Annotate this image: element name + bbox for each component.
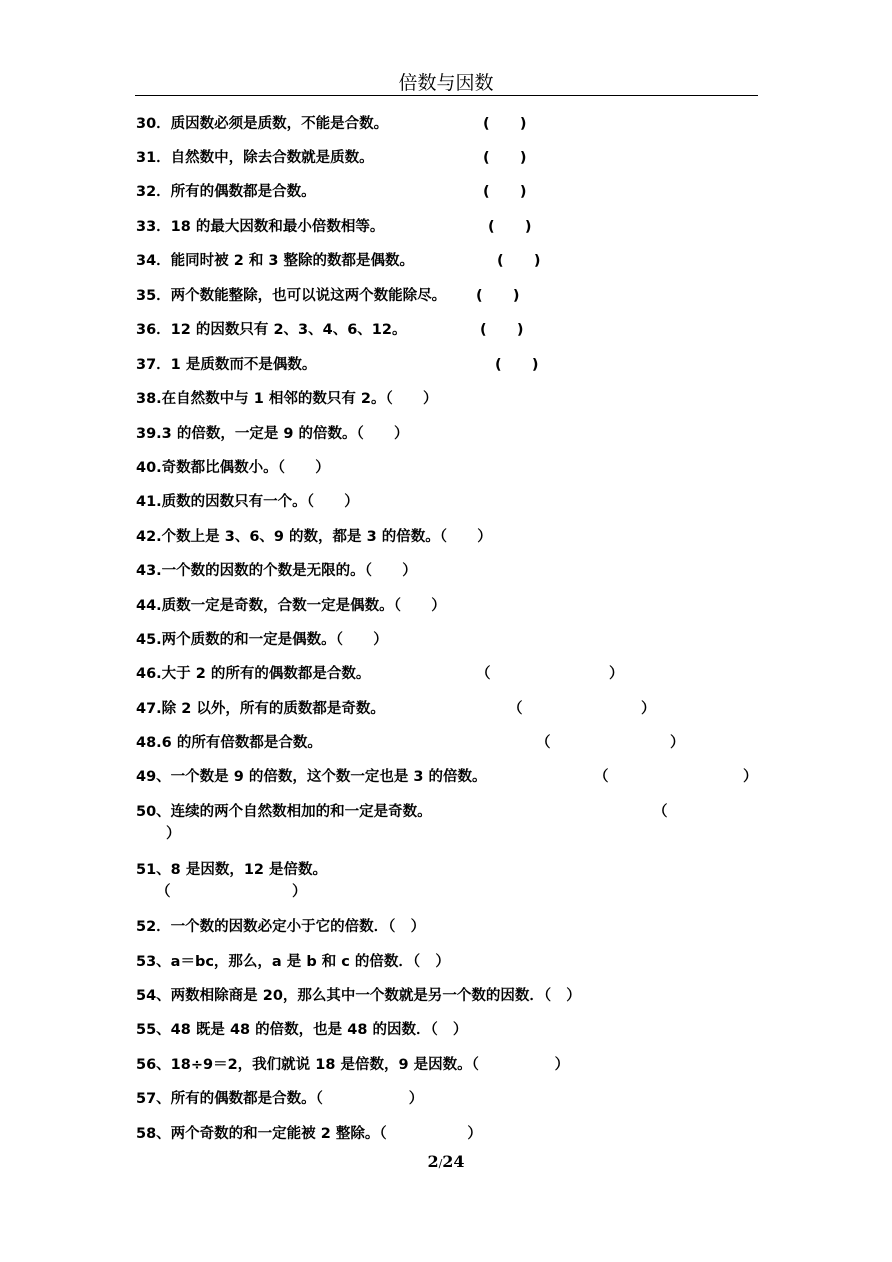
answer-paren-open: （ — [536, 735, 551, 751]
answer-paren: ( ) — [483, 116, 527, 132]
question-text: 40.奇数都比偶数小。 — [136, 460, 278, 476]
answer-paren-open: （ — [653, 804, 668, 820]
question-text: 42.个数上是 3、6、9 的数，都是 3 的倍数。 — [136, 529, 440, 545]
question-41 — [136, 492, 359, 512]
question-text: 52．一个数的因数必定小于它的倍数．（ ） — [136, 919, 426, 935]
answer-paren: ( ) — [497, 253, 541, 269]
question-33 — [136, 217, 532, 237]
answer-paren: ( ) — [488, 219, 532, 235]
question-51 — [136, 860, 327, 880]
question-35 — [136, 286, 520, 306]
question-text: 35．两个数能整除，也可以说这两个数能除尽。 — [136, 288, 447, 304]
question-37 — [136, 355, 539, 375]
answer-paren: ( ) — [483, 184, 527, 200]
answer-paren-open: （ — [594, 769, 609, 785]
question-text: 51、8 是因数，12 是倍数。 — [136, 862, 328, 878]
header-rule — [135, 95, 758, 96]
answer-paren-close: ） — [292, 884, 307, 900]
question-text: 49、一个数是 9 的倍数，这个数一定也是 3 的倍数。 — [136, 769, 487, 785]
question-text: 58、两个奇数的和一定能被 2 整除。（ ） — [136, 1126, 482, 1142]
question-48 — [136, 733, 322, 753]
question-text: 34．能同时被 2 和 3 整除的数都是偶数。 — [136, 253, 415, 269]
question-36 — [136, 320, 524, 340]
question-text: 41.质数的因数只有一个。 — [136, 494, 307, 510]
question-text: 31．自然数中，除去合数就是质数。 — [136, 150, 374, 166]
question-text: 43.一个数的因数的个数是无限的。 — [136, 563, 365, 579]
question-39 — [136, 424, 409, 444]
answer-paren: （ ） — [439, 529, 492, 545]
answer-paren: ( ) — [476, 288, 520, 304]
question-54 — [136, 986, 581, 1006]
answer-paren: ( ) — [480, 322, 524, 338]
question-30 — [136, 114, 527, 134]
answer-paren: （ ） — [306, 494, 359, 510]
question-56 — [136, 1055, 569, 1075]
answer-paren-open: （ — [156, 884, 171, 900]
question-58 — [136, 1124, 482, 1144]
question-text: 57、所有的偶数都是合数。（ ） — [136, 1091, 424, 1107]
answer-paren-close: ） — [641, 701, 656, 717]
question-34 — [136, 251, 541, 271]
question-text: 45.两个质数的和一定是偶数。 — [136, 632, 336, 648]
question-text: 37．1 是质数而不是偶数。 — [136, 357, 317, 373]
question-text: 36．12 的因数只有 2、3、4、6、12。 — [136, 322, 407, 338]
answer-paren-close: ） — [166, 826, 181, 842]
answer-paren-open: （ — [508, 701, 523, 717]
question-38 — [136, 389, 438, 409]
question-50 — [136, 802, 432, 822]
page-title: 倍数与因数 — [398, 72, 494, 94]
question-text: 33．18 的最大因数和最小倍数相等。 — [136, 219, 385, 235]
question-49 — [136, 767, 487, 787]
question-text: 50、连续的两个自然数相加的和一定是奇数。 — [136, 804, 432, 820]
question-53 — [136, 952, 450, 972]
page-number — [0, 1152, 892, 1171]
question-text: 46.大于 2 的所有的偶数都是合数。 — [136, 666, 371, 682]
answer-paren: （ ） — [335, 632, 388, 648]
question-31 — [136, 148, 527, 168]
question-text: 54、两数相除商是 20，那么其中一个数就是另一个数的因数．（ ） — [136, 988, 581, 1004]
answer-paren-close: ） — [609, 666, 624, 682]
question-text: 48.6 的所有倍数都是合数。 — [136, 735, 322, 751]
question-46 — [136, 664, 370, 684]
question-32 — [136, 182, 527, 202]
question-52 — [136, 917, 425, 937]
question-57 — [136, 1089, 423, 1109]
answer-paren: （ ） — [385, 391, 438, 407]
question-text: 53、a＝bc，那么，a 是 b 和 c 的倍数．（ ） — [136, 954, 450, 970]
question-text: 39.3 的倍数，一定是 9 的倍数。 — [136, 426, 357, 442]
question-text: 32．所有的偶数都是合数。 — [136, 184, 316, 200]
question-text: 55、48 既是 48 的倍数，也是 48 的因数．（ ） — [136, 1022, 468, 1038]
answer-paren: （ ） — [393, 598, 446, 614]
answer-paren: ( ) — [483, 150, 527, 166]
answer-paren: （ ） — [277, 460, 330, 476]
current-page: 2 — [427, 1152, 439, 1171]
total-pages: 24 — [442, 1152, 465, 1171]
page-separator: / — [438, 1157, 443, 1170]
answer-paren-open: （ — [476, 666, 491, 682]
question-text: 56、18÷9＝2，我们就说 18 是倍数，9 是因数。（ ） — [136, 1057, 570, 1073]
question-43 — [136, 561, 417, 581]
question-55 — [136, 1020, 467, 1040]
answer-paren-close: ） — [743, 769, 758, 785]
answer-paren: （ ） — [356, 426, 409, 442]
answer-paren-close: ） — [670, 735, 685, 751]
question-42 — [136, 527, 492, 547]
question-45 — [136, 630, 388, 650]
question-text: 47.除 2 以外，所有的质数都是奇数。 — [136, 701, 385, 717]
question-text: 30．质因数必须是质数，不能是合数。 — [136, 116, 389, 132]
question-47 — [136, 699, 385, 719]
answer-paren: ( ) — [495, 357, 539, 373]
question-text: 38.在自然数中与 1 相邻的数只有 2。 — [136, 391, 386, 407]
question-44 — [136, 596, 446, 616]
question-text: 44.质数一定是奇数，合数一定是偶数。 — [136, 598, 394, 614]
question-40 — [136, 458, 330, 478]
answer-paren: （ ） — [364, 563, 417, 579]
